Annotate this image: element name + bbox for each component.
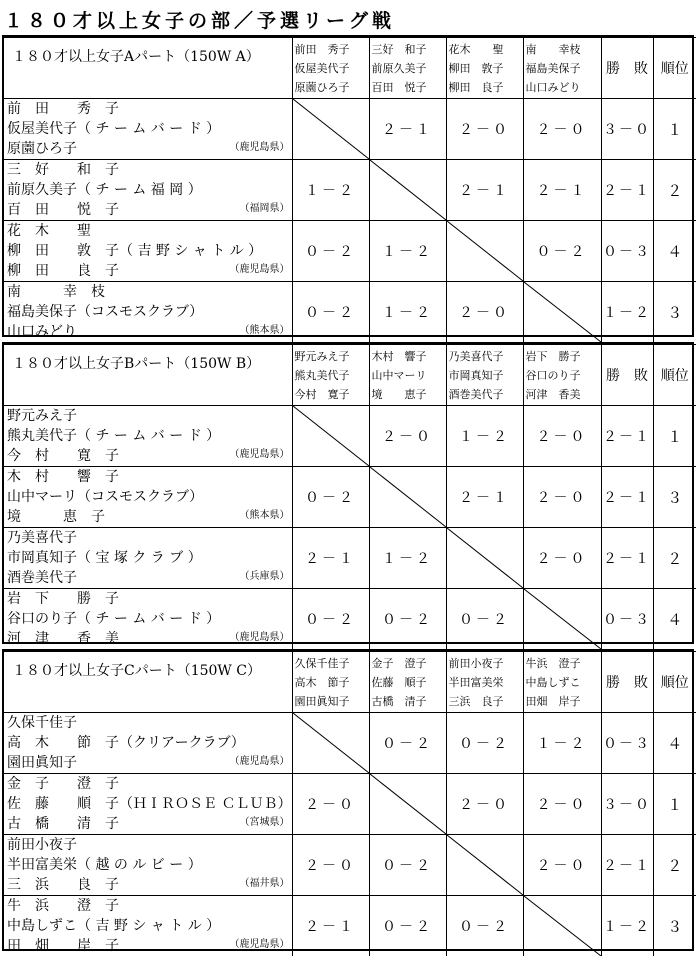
team-cell xyxy=(4,406,292,467)
opponent-header xyxy=(446,38,523,99)
league-table xyxy=(2,342,694,644)
player-name: 前 田 秀 子 xyxy=(7,101,119,117)
player-name: 南 幸 枝 xyxy=(7,284,105,300)
prefecture-label: （熊本県） xyxy=(240,506,290,526)
prefecture-label: （鹿児島県） xyxy=(230,260,290,280)
opponent-name: 久保千佳子 xyxy=(295,654,369,673)
player-line xyxy=(7,629,292,649)
team-cell xyxy=(4,99,292,160)
opponent-name: 前原久美子 xyxy=(372,59,446,78)
player-name: 福島美保子（コスモスクラブ） xyxy=(7,304,203,320)
diagonal-line xyxy=(447,528,523,588)
player-name: 金 子 澄 子 xyxy=(7,776,119,792)
player-name: 花 木 聖 xyxy=(7,223,91,239)
winloss-header: 勝 敗 xyxy=(601,38,653,99)
match-score: ２－１ xyxy=(369,99,446,160)
match-score: ０－２ xyxy=(446,589,523,650)
opponent-header xyxy=(292,38,369,99)
rank-value: ２ xyxy=(653,528,696,589)
player-name: 半田富美栄（ 越 の ル ビ ー ） xyxy=(7,857,202,873)
player-line xyxy=(7,180,292,200)
player-name: 園田眞知子 xyxy=(7,755,77,771)
diagonal-line xyxy=(447,835,523,895)
match-score: ２－０ xyxy=(369,406,446,467)
opponent-name: 市岡真知子 xyxy=(449,366,523,385)
match-score: ０－２ xyxy=(369,589,446,650)
winloss-header: 勝 敗 xyxy=(601,652,653,713)
opponent-header xyxy=(446,345,523,406)
team-row xyxy=(4,406,696,467)
opponent-name: 百田 悦子 xyxy=(372,78,446,97)
player-name: 熊丸美代子（ チ ー ム バ ー ド ） xyxy=(7,428,220,444)
opponent-header xyxy=(523,652,601,713)
opponent-name: 前田 秀子 xyxy=(295,40,369,59)
team-cell xyxy=(4,160,292,221)
match-score: ０－２ xyxy=(446,896,523,956)
opponent-header xyxy=(523,38,601,99)
player-line xyxy=(7,814,292,834)
player-line xyxy=(7,794,292,814)
prefecture-label: （鹿児島県） xyxy=(230,138,290,158)
team-row xyxy=(4,99,696,160)
player-name: 仮屋美代子（ チ ー ム バ ー ド ） xyxy=(7,121,220,137)
match-score: ０－２ xyxy=(292,467,369,528)
winloss-value: ２－１ xyxy=(601,160,653,221)
winloss-value: ２－１ xyxy=(601,467,653,528)
diagonal-line xyxy=(524,282,601,342)
opponent-name: 境 恵子 xyxy=(372,385,446,404)
winloss-value: １－２ xyxy=(601,282,653,343)
opponent-name: 高木 節子 xyxy=(295,673,369,692)
diagonal-line xyxy=(293,713,369,773)
diagonal-line xyxy=(293,406,369,466)
opponent-header xyxy=(292,345,369,406)
match-score: ２－０ xyxy=(523,835,601,896)
team-row xyxy=(4,467,696,528)
player-name: 境 恵 子 xyxy=(7,509,105,525)
player-name: 前原久美子（ チ ー ム 福 岡 ） xyxy=(7,182,202,198)
player-name: 河 津 香 美 xyxy=(7,631,119,647)
winloss-value: ２－１ xyxy=(601,406,653,467)
team-cell xyxy=(4,528,292,589)
player-line xyxy=(7,733,292,753)
opponent-name: 原薗ひろ子 xyxy=(295,78,369,97)
player-line xyxy=(7,467,292,487)
opponent-name: 木村 響子 xyxy=(372,347,446,366)
winloss-value: ２－１ xyxy=(601,835,653,896)
player-line xyxy=(7,589,292,609)
league-table xyxy=(2,649,694,951)
opponent-name: 野元みえ子 xyxy=(295,347,369,366)
opponent-header xyxy=(292,652,369,713)
prefecture-label: （福井県） xyxy=(240,874,290,894)
player-line xyxy=(7,426,292,446)
opponent-name: 柳田 敦子 xyxy=(449,59,523,78)
match-score: １－２ xyxy=(369,221,446,282)
match-score: ２－０ xyxy=(446,282,523,343)
player-line xyxy=(7,528,292,548)
prefecture-label: （鹿児島県） xyxy=(230,935,290,955)
player-line xyxy=(7,548,292,568)
player-line xyxy=(7,406,292,426)
player-line xyxy=(7,261,292,281)
match-score: １－２ xyxy=(523,713,601,774)
opponent-name: 福島美保子 xyxy=(526,59,601,78)
player-name: 中島しずこ（ 吉 野 シ ャ ト ル ） xyxy=(7,918,220,934)
opponent-name: 三浜 良子 xyxy=(449,692,523,711)
player-name: 乃美喜代子 xyxy=(7,530,77,546)
team-row xyxy=(4,221,696,282)
player-line xyxy=(7,302,292,322)
player-line xyxy=(7,713,292,733)
opponent-name: 三好 和子 xyxy=(372,40,446,59)
opponent-name: 前田小夜子 xyxy=(449,654,523,673)
match-score: １－２ xyxy=(446,406,523,467)
player-name: 三 好 和 子 xyxy=(7,162,119,178)
player-line xyxy=(7,119,292,139)
self-match-cell xyxy=(369,774,446,835)
opponent-header xyxy=(369,38,446,99)
player-name: 牛 浜 澄 子 xyxy=(7,898,119,914)
part-title: １８０才以上女子Cパート（150W C） xyxy=(4,652,292,713)
rank-header: 順位 xyxy=(653,652,696,713)
player-name: 野元みえ子 xyxy=(7,408,77,424)
prefecture-label: （福岡県） xyxy=(240,199,290,219)
player-line xyxy=(7,875,292,895)
diagonal-line xyxy=(447,221,523,281)
player-name: 酒巻美代子 xyxy=(7,570,77,586)
team-cell xyxy=(4,835,292,896)
self-match-cell xyxy=(292,713,369,774)
player-name: 三 浜 良 子 xyxy=(7,877,119,893)
match-score: ２－０ xyxy=(446,774,523,835)
match-score: ２－０ xyxy=(292,774,369,835)
match-score: ２－１ xyxy=(523,160,601,221)
opponent-name: 柳田 良子 xyxy=(449,78,523,97)
player-name: 高 木 節 子（クリアークラブ） xyxy=(7,735,245,751)
rank-header: 順位 xyxy=(653,38,696,99)
self-match-cell xyxy=(523,282,601,343)
rank-value: １ xyxy=(653,99,696,160)
player-name: 柳 田 敦 子（ 吉 野 シ ャ ト ル ） xyxy=(7,243,262,259)
rank-value: ４ xyxy=(653,589,696,650)
team-cell xyxy=(4,589,292,650)
diagonal-line xyxy=(370,160,446,220)
opponent-name: 乃美喜代子 xyxy=(449,347,523,366)
team-row xyxy=(4,713,696,774)
rank-value: ３ xyxy=(653,467,696,528)
opponent-name: 山口みどり xyxy=(526,78,601,97)
match-score: ０－２ xyxy=(523,221,601,282)
opponent-name: 園田眞知子 xyxy=(295,692,369,711)
match-score: ２－０ xyxy=(523,774,601,835)
opponent-name: 牛浜 澄子 xyxy=(526,654,601,673)
team-row xyxy=(4,160,696,221)
team-row xyxy=(4,896,696,956)
player-line xyxy=(7,200,292,220)
opponent-name: 今村 寛子 xyxy=(295,385,369,404)
player-name: 木 村 響 子 xyxy=(7,469,119,485)
player-name: 市岡真知子（ 宝 塚 ク ラ ブ ） xyxy=(7,550,202,566)
opponent-name: 熊丸美代子 xyxy=(295,366,369,385)
player-line xyxy=(7,241,292,261)
player-line xyxy=(7,99,292,119)
match-score: ０－２ xyxy=(446,713,523,774)
match-score: ０－２ xyxy=(292,282,369,343)
player-line xyxy=(7,221,292,241)
player-line xyxy=(7,507,292,527)
player-line xyxy=(7,282,292,302)
player-line xyxy=(7,568,292,588)
prefecture-label: （兵庫県） xyxy=(240,567,290,587)
player-line xyxy=(7,855,292,875)
match-score: ０－２ xyxy=(369,835,446,896)
opponent-name: 金子 澄子 xyxy=(372,654,446,673)
winloss-value: ０－３ xyxy=(601,713,653,774)
self-match-cell xyxy=(369,467,446,528)
opponent-name: 岩下 勝子 xyxy=(526,347,601,366)
rank-value: ３ xyxy=(653,282,696,343)
team-row xyxy=(4,528,696,589)
player-line xyxy=(7,160,292,180)
match-score: ０－２ xyxy=(292,221,369,282)
team-row xyxy=(4,282,696,343)
player-line xyxy=(7,896,292,916)
part-title: １８０才以上女子Aパート（150W A） xyxy=(4,38,292,99)
player-name: 久保千佳子 xyxy=(7,715,77,731)
winloss-header: 勝 敗 xyxy=(601,345,653,406)
rank-value: １ xyxy=(653,406,696,467)
player-name: 百 田 悦 子 xyxy=(7,202,119,218)
player-line xyxy=(7,835,292,855)
match-score: ２－０ xyxy=(523,99,601,160)
opponent-header xyxy=(369,652,446,713)
self-match-cell xyxy=(292,406,369,467)
rank-value: ２ xyxy=(653,835,696,896)
player-name: 田 畑 岸 子 xyxy=(7,938,119,954)
prefecture-label: （宮城県） xyxy=(240,813,290,833)
match-score: ０－２ xyxy=(292,589,369,650)
player-name: 柳 田 良 子 xyxy=(7,263,119,279)
team-row xyxy=(4,774,696,835)
rank-value: ４ xyxy=(653,221,696,282)
player-line xyxy=(7,753,292,773)
team-cell xyxy=(4,774,292,835)
winloss-value: ０－３ xyxy=(601,589,653,650)
self-match-cell xyxy=(446,528,523,589)
player-name: 山中マーリ（コスモスクラブ） xyxy=(7,489,203,505)
opponent-name: 中島しずこ xyxy=(526,673,601,692)
match-score: １－２ xyxy=(369,282,446,343)
player-name: 今 村 寛 子 xyxy=(7,448,119,464)
self-match-cell xyxy=(523,589,601,650)
prefecture-label: （鹿児島県） xyxy=(230,445,290,465)
opponent-name: 田畑 岸子 xyxy=(526,692,601,711)
player-name: 佐 藤 順 子（ＨＩＲＯＳＥ ＣＬＵＢ） xyxy=(7,796,291,812)
prefecture-label: （鹿児島県） xyxy=(230,628,290,648)
opponent-name: 佐藤 順子 xyxy=(372,673,446,692)
team-cell xyxy=(4,896,292,956)
opponent-header xyxy=(446,652,523,713)
player-line xyxy=(7,487,292,507)
player-line xyxy=(7,139,292,159)
match-score: ２－１ xyxy=(292,896,369,956)
rank-value: ３ xyxy=(653,896,696,956)
player-line xyxy=(7,936,292,956)
opponent-header xyxy=(369,345,446,406)
winloss-value: ３－０ xyxy=(601,99,653,160)
diagonal-line xyxy=(370,774,446,834)
prefecture-label: （熊本県） xyxy=(240,321,290,341)
diagonal-line xyxy=(524,896,601,956)
match-score: ２－０ xyxy=(446,99,523,160)
opponent-name: 河津 香美 xyxy=(526,385,601,404)
opponent-name: 谷口のり子 xyxy=(526,366,601,385)
self-match-cell xyxy=(292,99,369,160)
match-score: ２－１ xyxy=(446,160,523,221)
player-name: 古 橋 清 子 xyxy=(7,816,119,832)
player-name: 原薗ひろ子 xyxy=(7,141,77,157)
match-score: ２－１ xyxy=(446,467,523,528)
diagonal-line xyxy=(293,99,369,159)
opponent-header xyxy=(523,345,601,406)
rank-value: ２ xyxy=(653,160,696,221)
team-cell xyxy=(4,282,292,343)
winloss-value: ２－１ xyxy=(601,528,653,589)
match-score: １－２ xyxy=(292,160,369,221)
opponent-name: 山中マーリ xyxy=(372,366,446,385)
prefecture-label: （鹿児島県） xyxy=(230,752,290,772)
self-match-cell xyxy=(523,896,601,956)
team-cell xyxy=(4,467,292,528)
diagonal-line xyxy=(524,589,601,649)
self-match-cell xyxy=(369,160,446,221)
match-score: ２－０ xyxy=(523,467,601,528)
rank-value: ４ xyxy=(653,713,696,774)
player-name: 谷口のり子（ チ ー ム バ ー ド ） xyxy=(7,611,220,627)
opponent-name: 酒巻美代子 xyxy=(449,385,523,404)
page-title: １８０才以上女子の部／予選リーグ戦 xyxy=(4,6,395,33)
player-name: 岩 下 勝 子 xyxy=(7,591,119,607)
opponent-name: 半田富美栄 xyxy=(449,673,523,692)
player-name: 前田小夜子 xyxy=(7,837,77,853)
player-line xyxy=(7,322,292,342)
player-line xyxy=(7,446,292,466)
player-line xyxy=(7,916,292,936)
winloss-value: １－２ xyxy=(601,896,653,956)
opponent-name: 花木 聖 xyxy=(449,40,523,59)
part-title: １８０才以上女子Bパート（150W B） xyxy=(4,345,292,406)
match-score: ０－２ xyxy=(369,713,446,774)
diagonal-line xyxy=(370,467,446,527)
player-line xyxy=(7,609,292,629)
opponent-name: 南 幸枝 xyxy=(526,40,601,59)
winloss-value: ３－０ xyxy=(601,774,653,835)
team-cell xyxy=(4,713,292,774)
match-score: ２－０ xyxy=(523,528,601,589)
opponent-name: 古橋 清子 xyxy=(372,692,446,711)
self-match-cell xyxy=(446,221,523,282)
rank-value: １ xyxy=(653,774,696,835)
match-score: １－２ xyxy=(369,528,446,589)
league-table xyxy=(2,35,694,337)
self-match-cell xyxy=(446,835,523,896)
player-line xyxy=(7,774,292,794)
match-score: ０－２ xyxy=(369,896,446,956)
player-name: 山口みどり xyxy=(7,324,77,340)
team-row xyxy=(4,835,696,896)
team-row xyxy=(4,589,696,650)
winloss-value: ０－３ xyxy=(601,221,653,282)
match-score: ２－０ xyxy=(292,835,369,896)
team-cell xyxy=(4,221,292,282)
rank-header: 順位 xyxy=(653,345,696,406)
match-score: ２－１ xyxy=(292,528,369,589)
match-score: ２－０ xyxy=(523,406,601,467)
opponent-name: 仮屋美代子 xyxy=(295,59,369,78)
